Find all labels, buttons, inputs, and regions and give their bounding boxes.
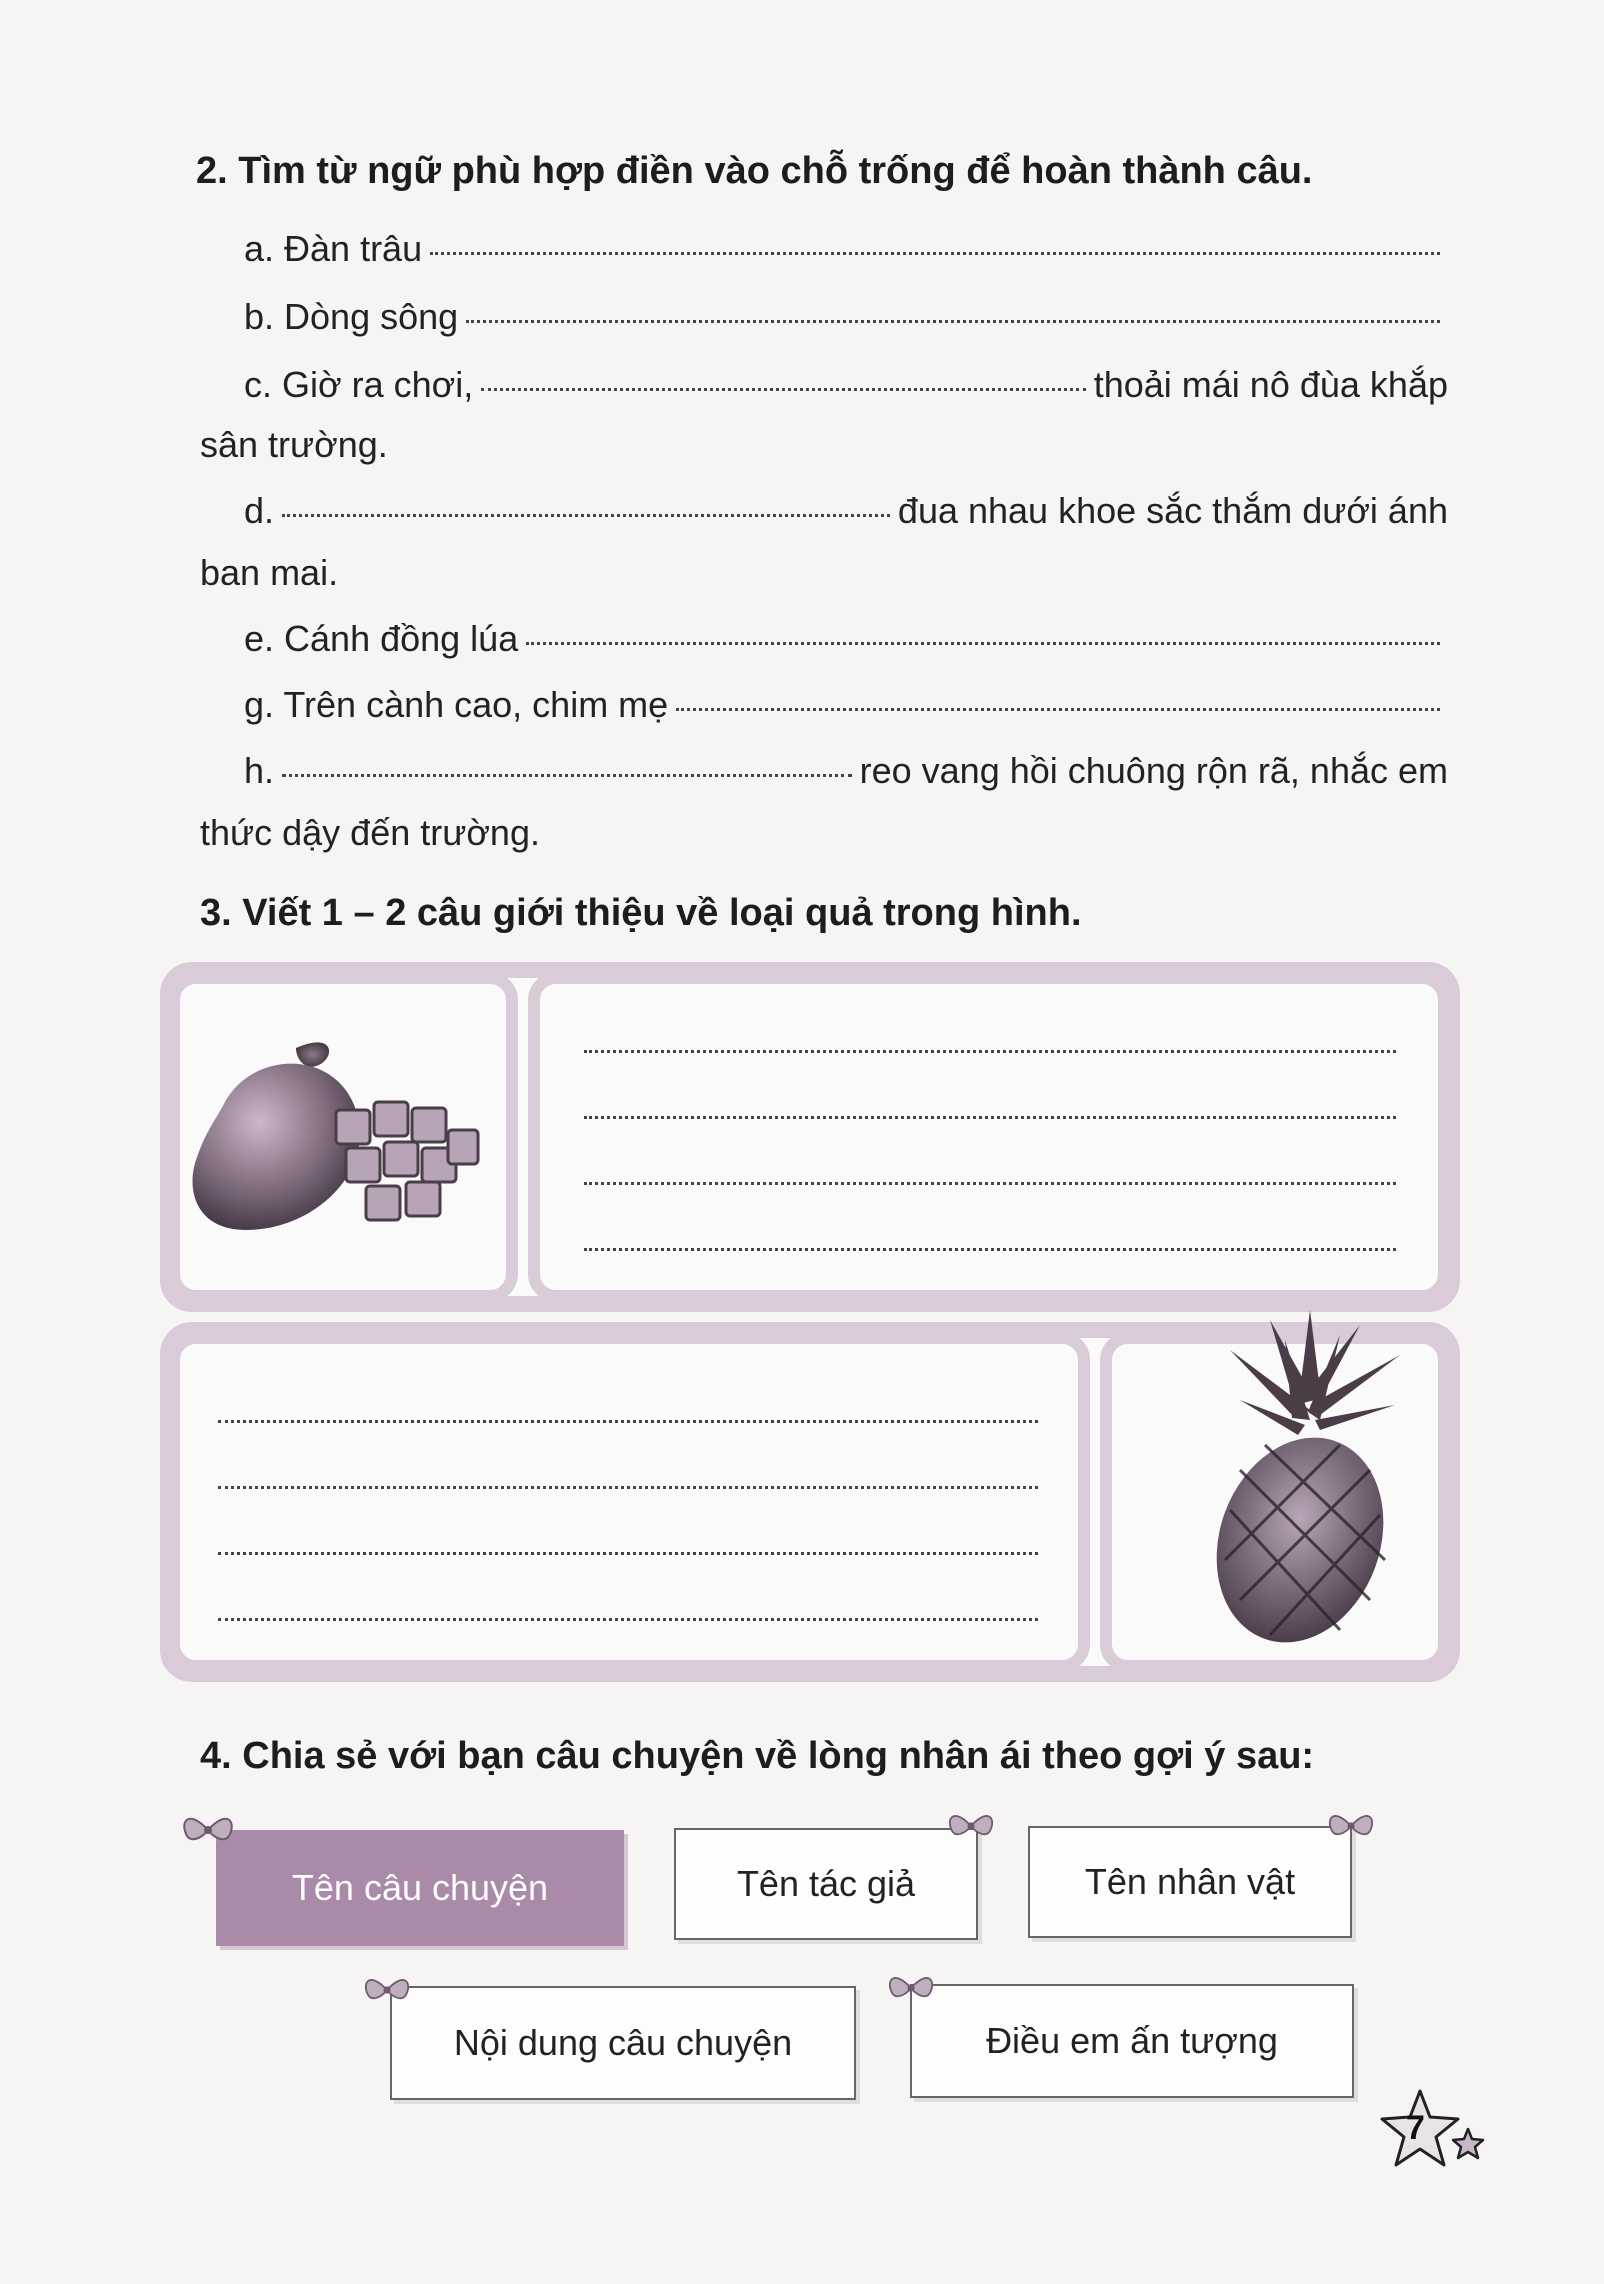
question-4-title: 4. Chia sẻ với bạn câu chuyện về lòng nhân ái theo gợi ý sau:	[200, 1735, 1315, 1777]
question-3-title: 3. Viết 1 – 2 câu giới thiệu về loại quả trong hình.	[200, 892, 1082, 934]
q2-h-after: reo vang hồi chuông rộn rã, nhắc em	[859, 750, 1448, 791]
star-icon	[1370, 2085, 1490, 2175]
mango-write-line-2[interactable]	[584, 1116, 1396, 1119]
bow-icon	[180, 1808, 236, 1852]
q2-line-e	[244, 618, 1448, 660]
pineapple-image	[1180, 1300, 1440, 1650]
q2-b-label: b. Dòng sông	[244, 296, 459, 337]
content-box	[390, 1986, 856, 2100]
q2-c-after: thoải mái nô đùa khắp	[1093, 364, 1448, 405]
q2-line-c	[244, 364, 1448, 406]
pineapple-write-line-1[interactable]	[218, 1420, 1038, 1423]
mango-write-line-4[interactable]	[584, 1248, 1396, 1251]
q2-c-label: c. Giờ ra chơi,	[244, 364, 474, 405]
bow-icon	[886, 1968, 936, 2008]
q2-c-blank[interactable]	[481, 388, 1085, 391]
pineapple-write-line-2[interactable]	[218, 1486, 1038, 1489]
q2-line-h	[244, 750, 1448, 792]
q2-d-after: đua nhau khoe sắc thắm dưới ánh	[897, 490, 1448, 531]
q2-line-d	[244, 490, 1448, 532]
q2-d-blank[interactable]	[282, 514, 890, 517]
q2-h-continuation: thức dậy đến trường.	[200, 812, 540, 853]
pineapple-icon	[1180, 1300, 1440, 1650]
story-name-label: Tên câu chuyện	[291, 1867, 549, 1908]
author-box	[674, 1828, 978, 1940]
q2-e-blank[interactable]	[526, 642, 1440, 645]
story-name-box	[216, 1830, 624, 1946]
q2-a-label: a. Đàn trâu	[244, 228, 423, 269]
bow-icon	[946, 1806, 996, 1846]
q2-line-b	[244, 296, 1448, 338]
character-label: Tên nhân vật	[1084, 1861, 1296, 1902]
pineapple-write-line-4[interactable]	[218, 1618, 1038, 1621]
q2-a-blank[interactable]	[430, 252, 1440, 255]
mango-write-line-1[interactable]	[584, 1050, 1396, 1053]
mango-write-line-3[interactable]	[584, 1182, 1396, 1185]
q2-d-continuation: ban mai.	[200, 552, 339, 593]
character-box	[1028, 1826, 1352, 1938]
page-number-badge	[1370, 2085, 1490, 2175]
bow-icon	[362, 1970, 412, 2010]
mango-image	[186, 1030, 496, 1240]
q2-e-label: e. Cánh đồng lúa	[244, 618, 519, 659]
q2-g-blank[interactable]	[676, 708, 1440, 711]
q2-c-continuation: sân trường.	[200, 424, 388, 465]
q2-d-label: d.	[244, 490, 275, 531]
question-2-title: 2. Tìm từ ngữ phù hợp điền vào chỗ trống để hoàn thành câu.	[196, 150, 1313, 192]
q2-h-label: h.	[244, 750, 275, 791]
bow-icon	[1326, 1806, 1376, 1846]
mango-icon	[186, 1030, 496, 1240]
pineapple-write-line-3[interactable]	[218, 1552, 1038, 1555]
pineapple-writing-area	[168, 1332, 1090, 1672]
mango-writing-area	[528, 972, 1450, 1302]
q2-b-blank[interactable]	[466, 320, 1440, 323]
q2-g-label: g. Trên cành cao, chim mẹ	[244, 684, 669, 725]
q2-line-g	[244, 684, 1448, 726]
impression-box	[910, 1984, 1354, 2098]
author-label: Tên tác giả	[736, 1863, 916, 1904]
content-label: Nội dung câu chuyện	[453, 2022, 793, 2063]
q2-line-a	[244, 228, 1448, 270]
page-number: 7	[1406, 2109, 1425, 2147]
q2-h-blank[interactable]	[282, 774, 852, 777]
impression-label: Điều em ấn tượng	[986, 2020, 1278, 2061]
